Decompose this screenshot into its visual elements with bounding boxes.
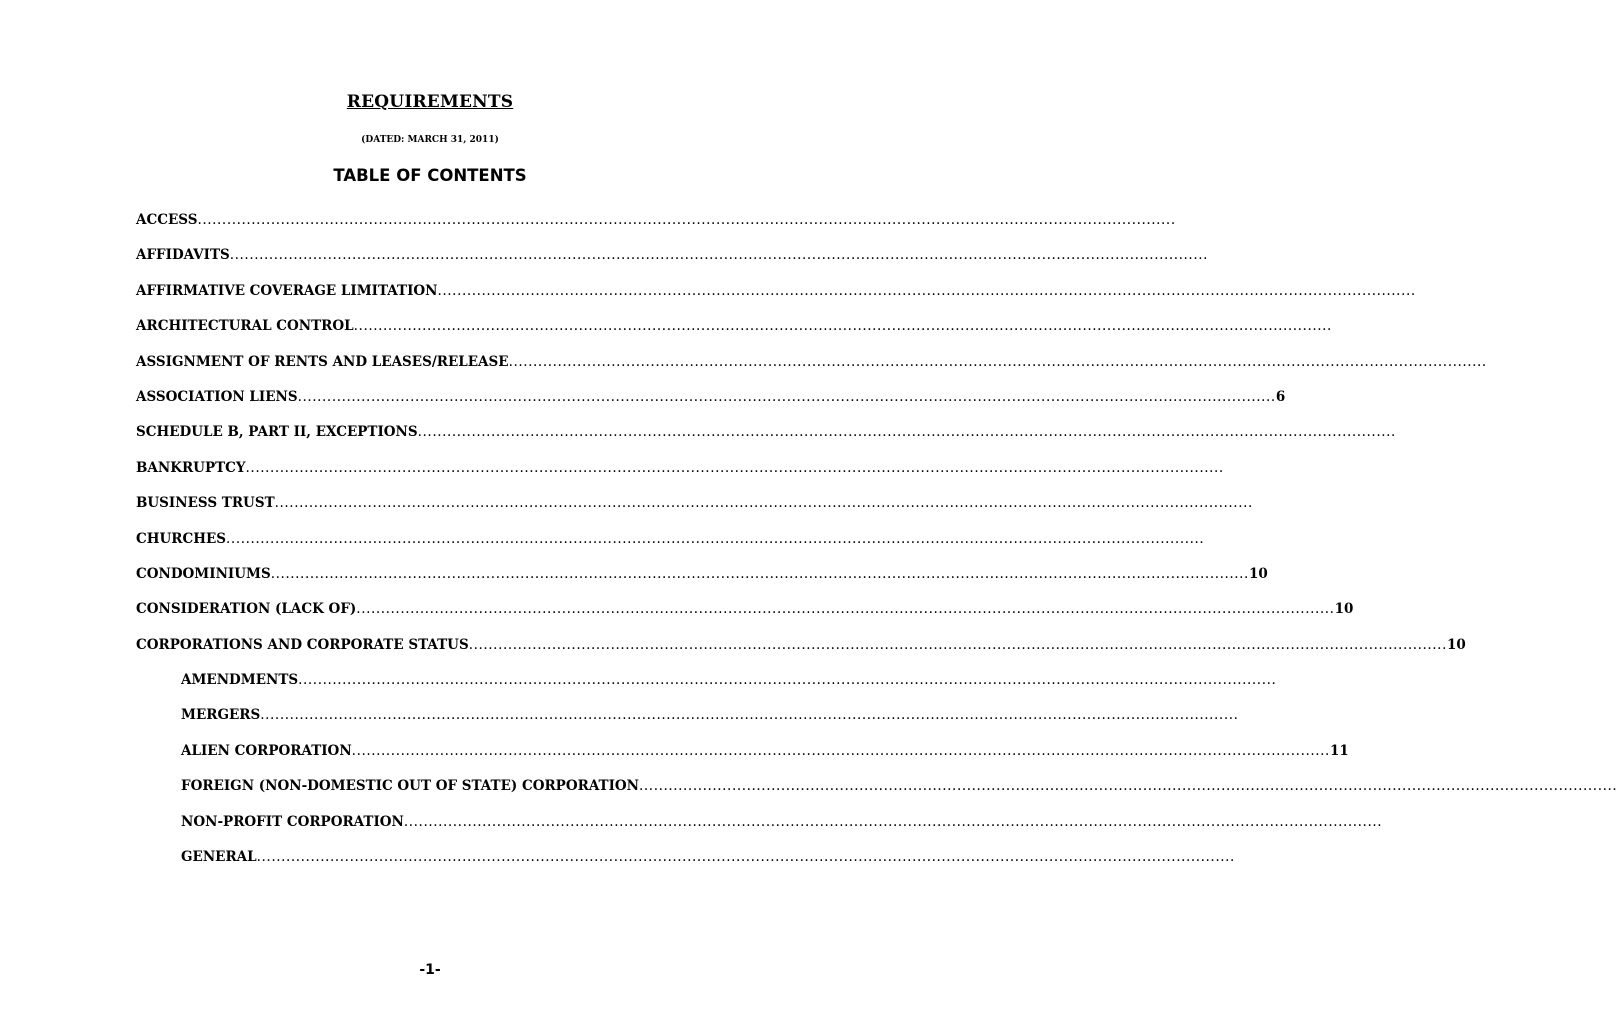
toc-leader-dots: ........................................................................................................................................................................................................	[297, 388, 1276, 405]
toc-entry[interactable]	[136, 530, 1205, 566]
toc-entry-page: 6	[1275, 388, 1286, 405]
toc-leader-dots: ........................................................................................................................................................................................................	[417, 424, 1396, 441]
toc-entry[interactable]	[136, 742, 1349, 778]
toc-entry-label: FOREIGN (NON-DOMESTIC OUT OF STATE) CORPORATION	[181, 778, 640, 795]
toc-heading: TABLE OF CONTENTS	[333, 166, 527, 185]
toc-entry-label: NON-PROFIT CORPORATION	[181, 813, 404, 830]
toc-entry-label: BUSINESS TRUST	[136, 495, 275, 512]
toc-leader-dots: ........................................................................................................................................................................................................	[270, 565, 1249, 582]
toc-leader-dots: ........................................................................................................................................................................................................	[226, 530, 1205, 547]
toc-entry-label: CONDOMINIUMS	[136, 565, 271, 582]
toc-entry[interactable]	[136, 247, 1209, 282]
toc-entry-label: CORPORATIONS AND CORPORATE STATUS	[136, 636, 469, 653]
toc-entry[interactable]	[136, 424, 1396, 459]
table-of-contents	[136, 212, 1617, 884]
toc-entry-label: MERGERS	[181, 707, 261, 724]
toc-entry-label: CHURCHES	[136, 530, 227, 547]
page-number: -1-	[419, 962, 441, 978]
toc-entry-page: 10	[1248, 565, 1268, 582]
toc-entry[interactable]	[136, 495, 1253, 530]
toc-entry[interactable]	[136, 849, 1235, 884]
toc-entry[interactable]	[136, 353, 1487, 389]
toc-leader-dots: ........................................................................................................................................................................................................	[229, 247, 1209, 264]
toc-entry-label: ALIEN CORPORATION	[181, 742, 352, 759]
toc-leader-dots: ........................................................................................................................................................................................................	[508, 353, 1487, 370]
toc-entry-label: AFFIDAVITS	[136, 247, 230, 264]
toc-leader-dots: ........................................................................................................................................................................................................	[197, 212, 1176, 228]
toc-leader-dots: ........................................................................................................................................................................................................	[353, 318, 1332, 335]
toc-leader-dots: ........................................................................................................................................................................................................	[356, 601, 1335, 618]
toc-leader-dots: ........................................................................................................................................................................................................	[351, 742, 1330, 759]
toc-entry[interactable]	[136, 282, 1416, 318]
toc-entry-page: 10	[1334, 601, 1354, 618]
toc-entry-label: BANKRUPTCY	[136, 459, 246, 476]
toc-entry-label: ACCESS	[136, 212, 198, 228]
toc-entry[interactable]	[136, 672, 1277, 707]
toc-entry[interactable]	[136, 601, 1354, 636]
toc-entry[interactable]	[136, 388, 1286, 424]
toc-entry-label: ASSOCIATION LIENS	[136, 388, 298, 405]
toc-entry-label: GENERAL	[181, 849, 257, 866]
toc-entry-label: ASSIGNMENT OF RENTS AND LEASES/RELEASE	[136, 353, 509, 370]
toc-leader-dots: ........................................................................................................................................................................................................	[245, 459, 1224, 476]
toc-leader-dots: ........................................................................................................................................................................................................	[256, 849, 1235, 866]
toc-entry[interactable]	[136, 565, 1268, 601]
toc-entry-label: SCHEDULE B, PART II, EXCEPTIONS	[136, 424, 418, 441]
toc-leader-dots: ........................................................................................................................................................................................................	[274, 495, 1253, 512]
toc-leader-dots: ........................................................................................................................................................................................................	[437, 282, 1416, 299]
toc-leader-dots: ........................................................................................................................................................................................................	[260, 707, 1239, 724]
toc-entry[interactable]	[136, 212, 1176, 247]
toc-entry[interactable]	[136, 778, 1617, 813]
toc-entry-label: AMENDMENTS	[181, 672, 299, 689]
toc-entry-label: AFFIRMATIVE COVERAGE LIMITATION	[136, 282, 438, 299]
toc-entry-label: ARCHITECTURAL CONTROL	[136, 318, 354, 335]
document-date: (DATED: MARCH 31, 2011)	[361, 135, 499, 145]
toc-entry-label: CONSIDERATION (LACK OF)	[136, 601, 357, 618]
toc-entry-page: 11	[1329, 742, 1349, 759]
toc-leader-dots: ........................................................................................................................................................................................................	[468, 636, 1447, 653]
toc-entry-page: 10	[1446, 636, 1466, 653]
toc-entry[interactable]	[136, 813, 1383, 849]
toc-leader-dots: ........................................................................................................................................................................................................	[403, 813, 1383, 830]
toc-leader-dots: ........................................................................................................................................................................................................	[639, 778, 1617, 795]
toc-entry[interactable]	[136, 636, 1466, 672]
toc-leader-dots: ........................................................................................................................................................................................................	[298, 672, 1277, 689]
document-title: REQUIREMENTS	[346, 92, 514, 112]
toc-entry[interactable]	[136, 459, 1224, 495]
toc-entry[interactable]	[136, 707, 1239, 742]
toc-entry[interactable]	[136, 318, 1332, 353]
